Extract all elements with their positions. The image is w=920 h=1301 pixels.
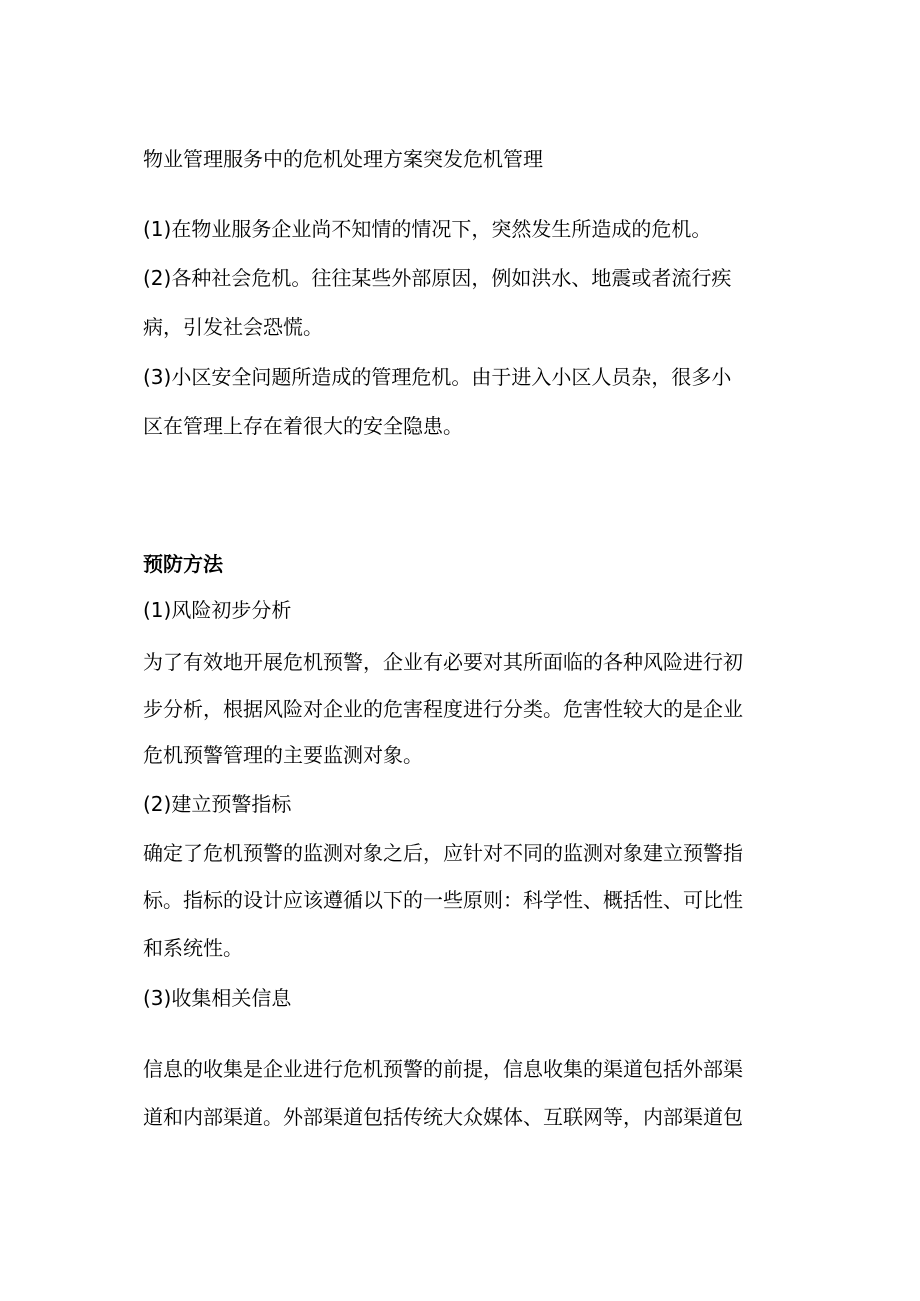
- paragraph-line: 区在管理上存在着很大的安全隐患。: [143, 414, 463, 438]
- paragraph-line: 为了有效地开展危机预警，企业有必要对其所面临的各种风险进行初: [143, 650, 743, 674]
- paragraph-line: 病，引发社会恐慌。: [143, 315, 323, 339]
- subheading: (1)风险初步分析: [143, 598, 292, 622]
- paragraph-line: (1)在物业服务企业尚不知情的情况下，突然发生所造成的危机。: [143, 217, 712, 241]
- document-title: 物业管理服务中的危机处理方案突发危机管理: [143, 147, 543, 171]
- paragraph-line: 信息的收集是企业进行危机预警的前提，信息收集的渠道包括外部渠: [143, 1057, 743, 1081]
- paragraph-line: (2)各种社会危机。往往某些外部原因，例如洪水、地震或者流行疾: [143, 266, 732, 290]
- paragraph-line: 道和内部渠道。外部渠道包括传统大众媒体、互联网等，内部渠道包: [143, 1105, 743, 1129]
- section-heading: 预防方法: [143, 552, 223, 576]
- paragraph-line: 危机预警管理的主要监测对象。: [143, 743, 423, 767]
- paragraph-line: (3)小区安全问题所造成的管理危机。由于进入小区人员杂，很多小: [143, 365, 732, 389]
- subheading: (3)收集相关信息: [143, 986, 292, 1010]
- paragraph-line: 步分析，根据风险对企业的危害程度进行分类。危害性较大的是企业: [143, 697, 743, 721]
- subheading: (2)建立预警指标: [143, 792, 292, 816]
- paragraph-line: 和系统性。: [143, 936, 243, 960]
- paragraph-line: 确定了危机预警的监测对象之后，应针对不同的监测对象建立预警指: [143, 841, 743, 865]
- paragraph-line: 标。指标的设计应该遵循以下的一些原则：科学性、概括性、可比性: [143, 888, 743, 912]
